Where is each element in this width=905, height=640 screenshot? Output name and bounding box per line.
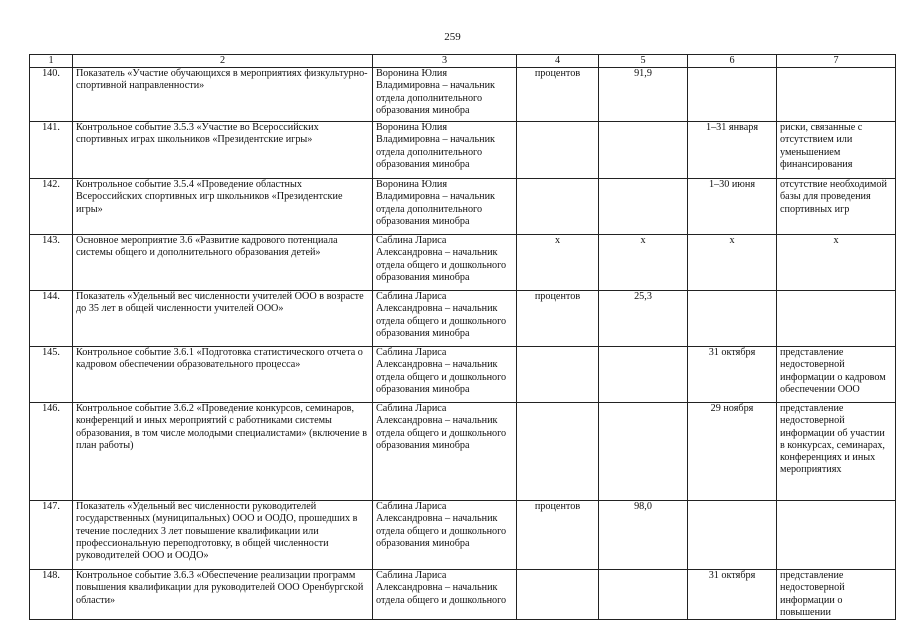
page-number: 259 xyxy=(444,31,461,43)
table-row xyxy=(30,122,896,179)
row-responsible: Воронина Юлия Владимировна – начальник отдела дополнительного образования минобра xyxy=(373,122,517,179)
row-name: Контрольное событие 3.5.4 «Проведение областных Всероссийских спортивных игр школьников «Президентские игры» xyxy=(73,179,373,235)
row-unit xyxy=(517,179,599,235)
table-row xyxy=(30,570,896,620)
row-number: 141. xyxy=(30,122,73,179)
header-cell: 7 xyxy=(777,55,896,68)
row-responsible: Воронина Юлия Владимировна – начальник отдела дополнительного образования минобра xyxy=(373,179,517,235)
row-unit: процентов xyxy=(517,291,599,347)
table-row xyxy=(30,179,896,235)
row-number: 145. xyxy=(30,347,73,403)
row-unit xyxy=(517,347,599,403)
row-responsible: Саблина Лариса Александровна – начальник отдела общего и дошкольного образования минобра xyxy=(373,235,517,291)
row-value xyxy=(599,403,688,501)
row-unit: процентов xyxy=(517,501,599,570)
row-number: 144. xyxy=(30,291,73,347)
row-risk: отсутствие необходимой базы для проведения спортивных игр xyxy=(777,179,896,235)
row-value: 91,9 xyxy=(599,68,688,122)
row-name: Контрольное событие 3.6.1 «Подготовка статистического отчета о кадровом обеспечении образовательного процесса» xyxy=(73,347,373,403)
row-date xyxy=(688,68,777,122)
row-risk: х xyxy=(777,235,896,291)
table-row xyxy=(30,501,896,570)
row-date: 1–30 июня xyxy=(688,179,777,235)
row-risk xyxy=(777,68,896,122)
row-name: Основное мероприятие 3.6 «Развитие кадрового потенциала системы общего и дополнительного образования детей» xyxy=(73,235,373,291)
header-row xyxy=(30,55,896,68)
table-row xyxy=(30,347,896,403)
row-responsible: Саблина Лариса Александровна – начальник отдела общего и дошкольного образования минобра xyxy=(373,501,517,570)
row-name: Показатель «Удельный вес численности руководителей государственных (муниципальных) ООО и ООДО, прошедших в течение последних 3 лет повышение квалификации или профессиональную переподготовку, в общей численности руководителей ООО и ООДО» xyxy=(73,501,373,570)
row-unit xyxy=(517,403,599,501)
row-value: х xyxy=(599,235,688,291)
header-cell: 5 xyxy=(599,55,688,68)
row-date xyxy=(688,501,777,570)
row-value: 25,3 xyxy=(599,291,688,347)
row-name: Показатель «Участие обучающихся в мероприятиях физкультурно-спортивной направленности» xyxy=(73,68,373,122)
row-date: 31 октября xyxy=(688,347,777,403)
row-value xyxy=(599,122,688,179)
row-number: 143. xyxy=(30,235,73,291)
row-risk: риски, связанные с отсутствием или уменьшением финансирования xyxy=(777,122,896,179)
header-cell: 3 xyxy=(373,55,517,68)
row-date: 31 октября xyxy=(688,570,777,620)
row-date: х xyxy=(688,235,777,291)
row-number: 140. xyxy=(30,68,73,122)
row-name: Контрольное событие 3.5.3 «Участие во Всероссийских спортивных играх школьников «Президентские игры» xyxy=(73,122,373,179)
row-responsible: Саблина Лариса Александровна – начальник отдела общего и дошкольного xyxy=(373,570,517,620)
row-responsible: Саблина Лариса Александровна – начальник отдела общего и дошкольного образования минобра xyxy=(373,291,517,347)
row-unit: процентов xyxy=(517,68,599,122)
header-cell: 1 xyxy=(30,55,73,68)
table-row xyxy=(30,235,896,291)
row-number: 142. xyxy=(30,179,73,235)
row-value: 98,0 xyxy=(599,501,688,570)
row-date: 1–31 января xyxy=(688,122,777,179)
row-responsible: Саблина Лариса Александровна – начальник отдела общего и дошкольного образования минобра xyxy=(373,347,517,403)
header-cell: 4 xyxy=(517,55,599,68)
row-name: Показатель «Удельный вес численности учителей ООО в возрасте до 35 лет в общей численности учителей ООО» xyxy=(73,291,373,347)
row-risk xyxy=(777,501,896,570)
row-name: Контрольное событие 3.6.2 «Проведение конкурсов, семинаров, конференций и иных мероприятий с работниками системы образования, в том числе молодыми специалистами» (включение в план работы) xyxy=(73,403,373,501)
table-row xyxy=(30,291,896,347)
row-value xyxy=(599,570,688,620)
row-date xyxy=(688,291,777,347)
table-row xyxy=(30,403,896,501)
row-risk: представление недостоверной информации о повышении xyxy=(777,570,896,620)
row-risk xyxy=(777,291,896,347)
row-value xyxy=(599,179,688,235)
row-date: 29 ноября xyxy=(688,403,777,501)
row-value xyxy=(599,347,688,403)
row-unit: х xyxy=(517,235,599,291)
header-cell: 2 xyxy=(73,55,373,68)
row-name: Контрольное событие 3.6.3 «Обеспечение реализации программ повышения квалификации для руководителей ООО Оренбургской области» xyxy=(73,570,373,620)
row-responsible: Воронина Юлия Владимировна – начальник отдела дополнительного образования минобра xyxy=(373,68,517,122)
row-number: 146. xyxy=(30,403,73,501)
plan-table xyxy=(29,54,896,620)
row-unit xyxy=(517,122,599,179)
row-risk: представление недостоверной информации о кадровом обеспечении ООО xyxy=(777,347,896,403)
header-cell: 6 xyxy=(688,55,777,68)
row-risk: представление недостоверной информации об участии в конкурсах, семинарах, конференциях и иных мероприятиях xyxy=(777,403,896,501)
row-number: 148. xyxy=(30,570,73,620)
table-row xyxy=(30,68,896,122)
row-unit xyxy=(517,570,599,620)
row-responsible: Саблина Лариса Александровна – начальник отдела общего и дошкольного образования минобра xyxy=(373,403,517,501)
row-number: 147. xyxy=(30,501,73,570)
